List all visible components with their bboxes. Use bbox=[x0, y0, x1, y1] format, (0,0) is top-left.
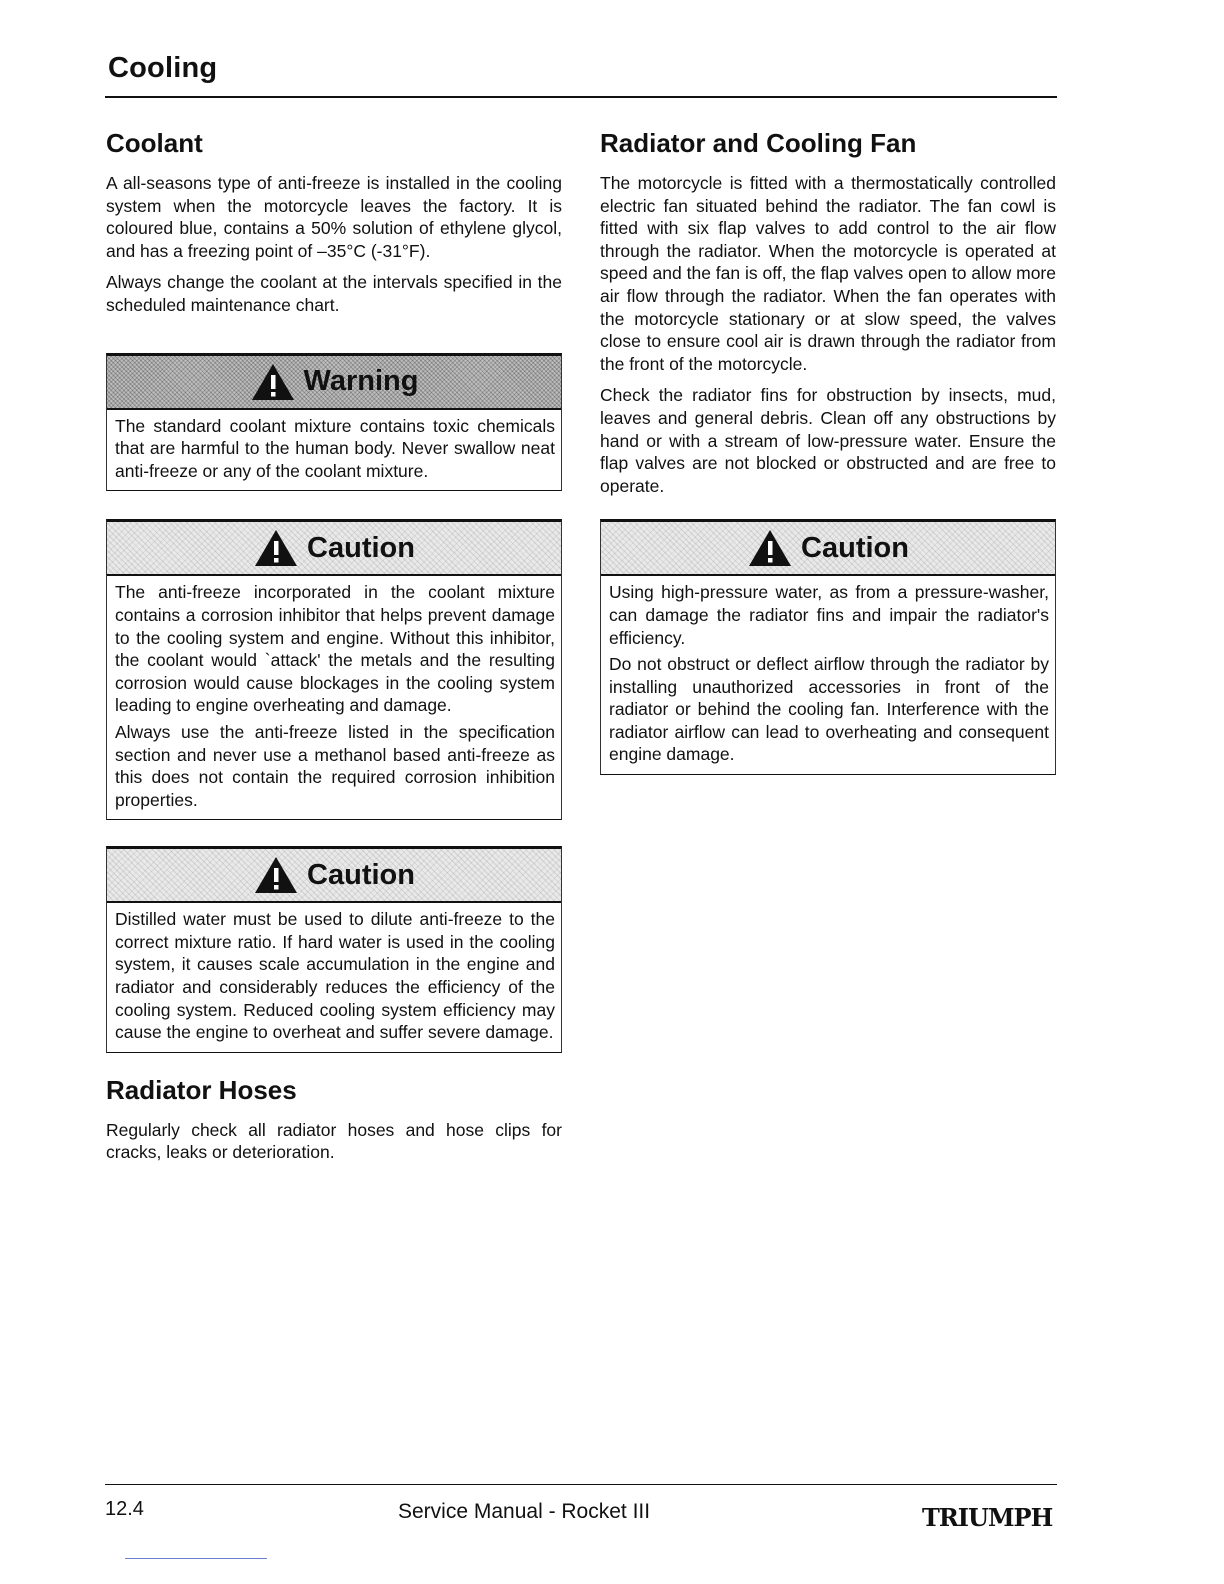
warning-text: The standard coolant mixture contains toxic chemicals that are harmful to the human body. Never swallow neat anti-freeze or any of the coolant mixture. bbox=[115, 415, 555, 481]
caution-box-header bbox=[601, 522, 1055, 576]
caution-text: The anti-freeze incorporated in the coolant mixture contains a corrosion inhibitor that helps prevent damage to the cooling system and engine. Without this inhibitor, the coolant would `attack' the metals and the resulting corrosion would cause blockages in the cooling system leading to engine overheating and damage. bbox=[115, 582, 555, 716]
coolant-paragraph: A all-seasons type of anti-freeze is installed in the cooling system when the motorcycle leaves the factory. It is coloured blue, contains a 50% solution of ethylene glycol, and has a freezing point of –35°C (-31°F). bbox=[106, 173, 562, 261]
caution-box-header bbox=[107, 522, 561, 576]
caution-box-body bbox=[601, 576, 1055, 774]
warning-triangle-icon bbox=[253, 855, 299, 895]
warning-box-header bbox=[107, 356, 561, 410]
caution-text: Always use the anti-freeze listed in the specification section and never use a methanol based anti-freeze as this does not contain the required corrosion inhibition properties. bbox=[115, 721, 555, 810]
radiator-hoses-paragraph: Regularly check all radiator hoses and hose clips for cracks, leaks or deterioration. bbox=[106, 1119, 562, 1163]
warning-triangle-icon bbox=[250, 362, 296, 402]
footer-link-underline bbox=[125, 1558, 267, 1559]
coolant-heading: Coolant bbox=[106, 128, 203, 158]
triumph-logo: TRIUMPH bbox=[922, 1503, 1053, 1532]
caution-box-body bbox=[107, 576, 561, 819]
left-column bbox=[106, 126, 562, 1173]
coolant-section bbox=[106, 126, 562, 317]
caution-text: Distilled water must be used to dilute anti-freeze to the correct mixture ratio. If hard water is used in the cooling system, it causes scale accumulation in the engine and radiator and considerably reduces the efficiency of the cooling system. Reduced cooling system efficiency may cause the engine to overheat and suffer severe damage. bbox=[115, 909, 555, 1043]
page-title: Cooling bbox=[108, 52, 218, 84]
page-number: 12.4 bbox=[105, 1498, 144, 1520]
warning-box-body bbox=[107, 410, 561, 491]
warning-box bbox=[106, 353, 562, 492]
caution-box bbox=[106, 519, 562, 820]
warning-triangle-icon bbox=[253, 528, 299, 568]
radiator-fan-paragraph: The motorcycle is fitted with a thermostatically controlled electric fan situated behind the radiator. The fan cowl is fitted with six flap valves to add control to the air flow through the radiator. When the motorcycle is operated at speed and the fan is off, the flap valves open to allow more air flow through the radiator. When the fan operates with the motorcycle stationary or at slow speed, the valves close to ensure cool air is drawn through the radiator from the front of the motorcycle. bbox=[600, 173, 1056, 374]
radiator-hoses-heading: Radiator Hoses bbox=[106, 1074, 297, 1105]
warning-label: Warning bbox=[303, 365, 419, 398]
footer-title: Service Manual - Rocket III bbox=[398, 1500, 651, 1523]
caution-label: Caution bbox=[307, 858, 415, 891]
caution-text: Do not obstruct or deflect airflow through the radiator by installing unauthorized accessories in front of the radiator or behind the cooling fan. Interference with the radiator airflow can lead to overheating and consequent engine damage. bbox=[609, 654, 1049, 765]
caution-box bbox=[600, 519, 1056, 775]
caution-box-header bbox=[107, 849, 561, 903]
caution-box-body bbox=[107, 903, 561, 1052]
radiator-hoses-section bbox=[106, 1073, 562, 1164]
coolant-paragraph: Always change the coolant at the intervals specified in the scheduled maintenance chart. bbox=[106, 272, 562, 315]
caution-label: Caution bbox=[801, 531, 909, 564]
caution-label: Caution bbox=[307, 531, 415, 564]
warning-triangle-icon bbox=[747, 528, 793, 568]
right-column bbox=[600, 126, 1056, 775]
radiator-fan-section bbox=[600, 126, 1056, 497]
footer-divider bbox=[105, 1484, 1057, 1485]
caution-text: Using high-pressure water, as from a pressure-washer, can damage the radiator fins and impair the radiator's efficiency. bbox=[609, 582, 1049, 648]
header-divider bbox=[105, 96, 1057, 98]
radiator-fan-paragraph: Check the radiator fins for obstruction by insects, mud, leaves and general debris. Clean off any obstructions by hand or with a stream of low-pressure water. Ensure the flap valves are not blocked or obstructed and are free to operate. bbox=[600, 385, 1056, 496]
caution-box bbox=[106, 846, 562, 1053]
radiator-fan-heading: Radiator and Cooling Fan bbox=[600, 128, 917, 158]
